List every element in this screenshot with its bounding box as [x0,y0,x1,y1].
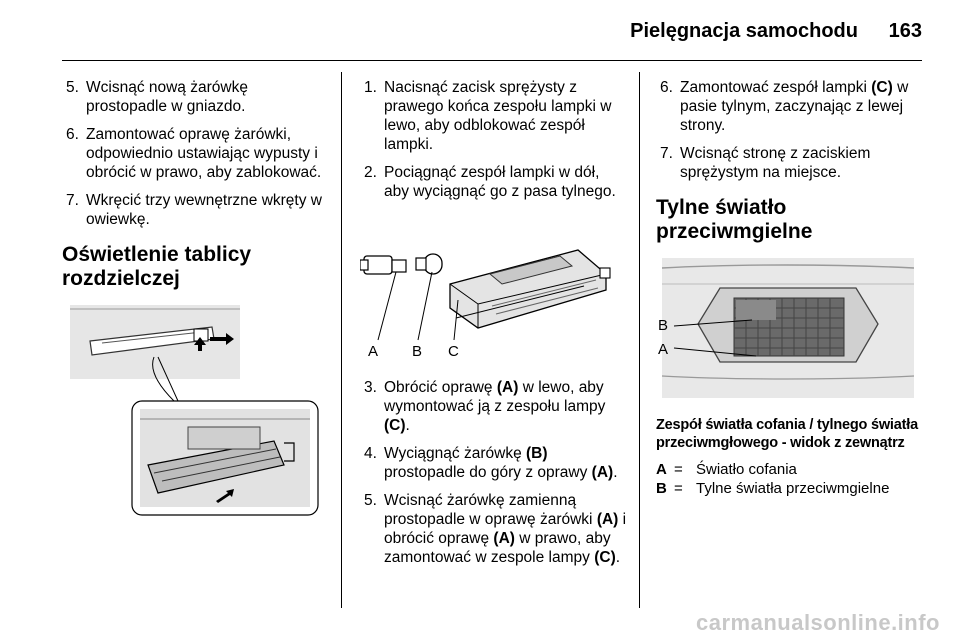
step-item [656,78,924,135]
step-text: Wcisnąć żarówkę zamienną prostopadle w oprawę żarówki [384,492,597,528]
step-text: Wcisnąć stronę z zaciskiem sprężystym na miejsce. [680,145,871,181]
step-text: Pociągnąć zespół lampki w dół, aby wyciągnąć go z pasa tylnego. [384,164,616,200]
legend-row [656,479,924,498]
step-text: Zamontować zespół lampki [680,79,872,96]
legend-text: Światło cofania [696,461,797,478]
step-text: . [613,464,618,481]
step-text: . [405,417,410,434]
heading-line: Oświetlenie tablicy [62,243,252,266]
section-heading-dashboard-light [62,243,330,291]
step-item [62,78,330,116]
steps-list [656,78,924,182]
heading-line: rozdzielczej [62,267,180,290]
figure-label-b: B [658,317,669,334]
legend-row [656,460,924,479]
dashboard-lamp-illustration [62,305,320,517]
figure-caption: Zespół światła cofania / tylnego światła przeciwmgłowego - widok z zewnątrz [656,417,918,451]
ref-label: (A) [493,530,515,547]
column-2 [360,78,628,576]
step-item [360,444,628,482]
step-text: Nacisnąć zacisk sprężysty z prawego końca zespołu lampki w lewo, aby odblokować zespół lampki. [384,79,612,153]
step-item [62,191,330,229]
step-text: Wkręcić trzy wewnętrzne wkręty w owiewkę. [86,192,322,228]
step-number: 6. [660,79,673,96]
step-text: i obrócić oprawę [384,511,627,547]
ref-label: (A) [591,464,614,481]
step-text: Wcisnąć nową żarówkę prostopadle w gniazdo. [86,79,248,115]
step-number: 1. [364,79,377,96]
header-rule [62,60,922,61]
heading-line: przeciwmgielne [656,220,813,243]
steps-list [62,78,330,229]
ref-label: (A) [596,511,619,528]
column-1 [62,78,330,517]
legend-text: Tylne światła przeciwmgielne [696,480,890,497]
step-number: 5. [66,79,79,96]
steps-list [360,78,628,201]
ref-label: (C) [871,79,893,96]
step-number: 6. [66,126,79,143]
step-number: 3. [364,379,377,396]
step-text: Obrócić oprawę [384,379,497,396]
step-text: . [615,549,621,566]
step-text: Wyciągnąć żarówkę [384,445,526,462]
figure-label-b: B [412,343,423,360]
page-title: Pielęgnacja samochodu [630,20,858,42]
watermark: carmanualsonline.info [696,610,940,635]
step-item [360,163,628,201]
column-3 [656,78,924,498]
legend-equals: = [674,480,683,497]
step-text: prostopadle do góry z oprawy [384,464,592,481]
step-number: 5. [364,492,377,509]
step-number: 4. [364,445,377,462]
legend-equals: = [674,461,683,478]
ref-label: (B) [526,445,548,462]
step-text: w lewo, aby wymontować ją z zespołu lampy [384,379,606,415]
ref-label: (C) [384,417,406,434]
steps-list [360,378,628,567]
step-text: w pasie tylnym, zaczynając z lewej strony. [680,79,909,134]
page-number: 163 [888,20,922,42]
figure-label-a: A [368,343,379,360]
step-text: w prawo, aby zamontować w zespole lampy [384,530,611,566]
step-number: 7. [66,192,79,209]
figure-label-a: A [658,341,669,358]
license-lamp-illustration [360,210,628,360]
figure-label-c: C [448,343,459,360]
step-item [360,491,628,567]
step-item [360,78,628,154]
heading-line: Tylne światło [656,196,787,219]
step-item [656,144,924,182]
section-heading-rear-fog-light [656,196,924,244]
step-item [360,378,628,435]
column-divider-1 [341,72,342,608]
page-header [0,0,960,62]
step-text: Zamontować oprawę żarówki, odpowiednio ustawiając wypusty i obrócić w prawo, aby zablokować. [86,126,322,181]
legend-key: A [656,461,667,478]
figure-legend [656,460,924,498]
ref-label: (A) [496,379,519,396]
step-item [62,125,330,182]
legend-key: B [656,480,667,497]
ref-label: (C) [594,549,616,566]
rear-fog-light-illustration [656,258,914,400]
step-number: 7. [660,145,673,162]
step-number: 2. [364,164,377,181]
column-divider-2 [639,72,640,608]
